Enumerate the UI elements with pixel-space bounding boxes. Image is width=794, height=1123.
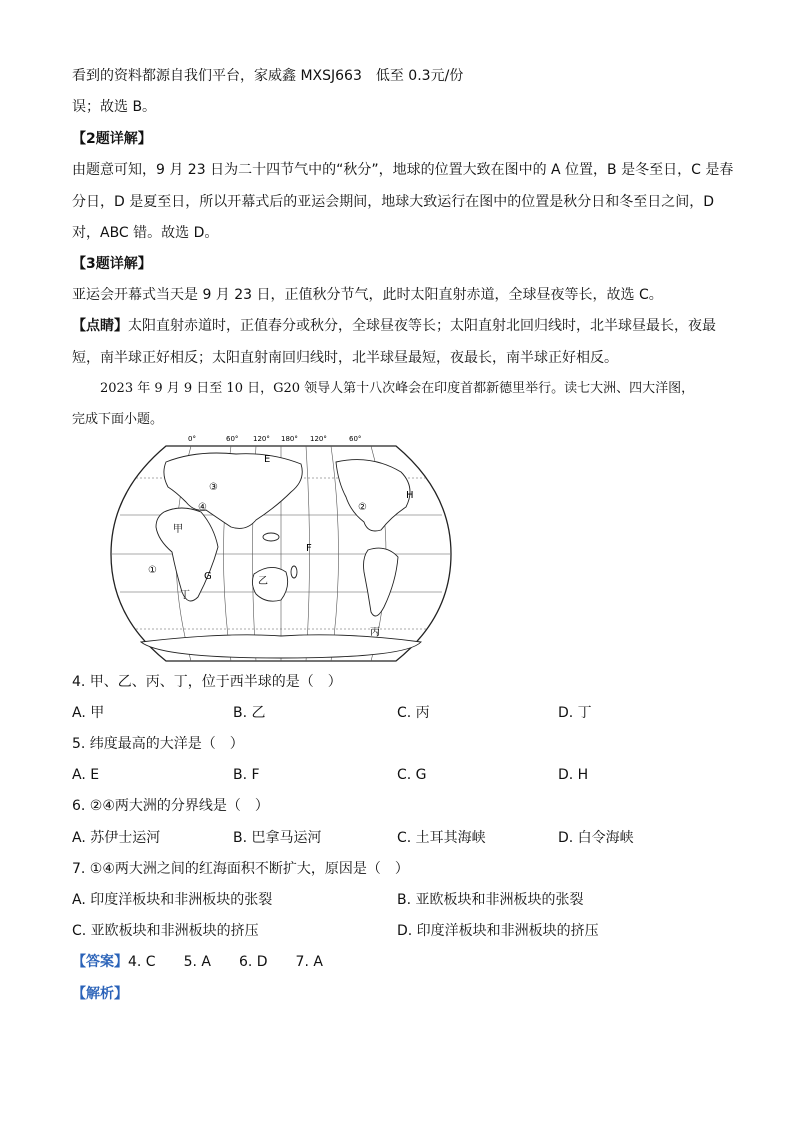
q6-stem: 6. ②④两大洲的分界线是（ ） — [72, 798, 269, 814]
q5-option-d: D. H — [558, 767, 589, 783]
continent-label-4: ④ — [198, 502, 207, 513]
q7-option-c: C. 亚欧板块和非洲板块的挤压 — [72, 923, 259, 939]
prev-answer-line: 误；故选 B。 — [72, 99, 157, 115]
place-label-jia: 甲 — [173, 524, 183, 535]
q5-option-b: B. F — [233, 767, 260, 783]
q5-stem: 5. 纬度最高的大洋是（ ） — [72, 736, 244, 752]
q3-heading: 【3题详解】 — [72, 256, 152, 272]
longitude-label: 60° — [349, 435, 362, 443]
q6-option-b: B. 巴拿马运河 — [233, 830, 322, 846]
longitude-label: 120° — [253, 435, 270, 443]
tip-text-1: 太阳直射赤道时，正值春分或秋分，全球昼夜等长；太阳直射北回归线时，北半球昼最长，夜最 — [128, 318, 716, 334]
place-label-yi: 乙 — [258, 576, 268, 587]
q6-option-d: D. 白令海峡 — [558, 830, 634, 846]
world-map — [106, 432, 456, 667]
longitude-label: 0° — [188, 435, 196, 443]
ocean-label-h: H — [406, 490, 414, 501]
q7-stem: 7. ①④两大洲之间的红海面积不断扩大，原因是（ ） — [72, 861, 409, 877]
longitude-label: 180° — [281, 435, 298, 443]
q4-option-b: B. 乙 — [233, 705, 266, 721]
analysis-line — [72, 984, 128, 1004]
longitude-label: 120° — [310, 435, 327, 443]
place-label-bing: 丙 — [370, 627, 380, 638]
ocean-label-e: E — [264, 454, 271, 465]
intro-line2: 完成下面小题。 — [72, 412, 164, 427]
continent-label-2: ② — [358, 502, 367, 513]
q3-tip-line1 — [72, 316, 716, 336]
q7-option-a: A. 印度洋板块和非洲板块的张裂 — [72, 892, 273, 908]
q2-text-line3: 对，ABC 错。故选 D。 — [72, 225, 219, 241]
q4-option-c: C. 丙 — [397, 705, 430, 721]
q3-text-line1: 亚运会开幕式当天是 9 月 23 日，正值秋分节气，此时太阳直射赤道，全球昼夜等长，故选 C。 — [72, 287, 663, 303]
continent-label-3: ③ — [209, 482, 218, 493]
q7-option-d: D. 印度洋板块和非洲板块的挤压 — [397, 923, 599, 939]
longitude-label: 60° — [226, 435, 239, 443]
answer-label: 【答案】 — [72, 954, 128, 970]
q2-text-line1: 由题意可知，9 月 23 日为二十四节气中的“秋分”，地球的位置大致在图中的 A 位置，B 是冬至日，C 是春 — [72, 162, 734, 178]
q4-option-a: A. 甲 — [72, 705, 105, 721]
q2-text-line2: 分日，D 是夏至日，所以开幕式后的亚运会期间，地球大致运行在图中的位置是秋分日和冬至日之间，D — [72, 194, 715, 210]
q5-option-a: A. E — [72, 767, 100, 783]
q6-option-c: C. 土耳其海峡 — [397, 830, 486, 846]
ocean-label-f: F — [306, 543, 312, 554]
ocean-label-g: G — [204, 571, 212, 582]
q4-option-d: D. 丁 — [558, 705, 592, 721]
analysis-label: 【解析】 — [72, 986, 128, 1002]
answer-line — [72, 952, 323, 972]
q2-heading: 【2题详解】 — [72, 131, 152, 147]
q3-tip-line2: 短，南半球正好相反；太阳直射南回归线时，北半球昼最短，夜最长，南半球正好相反。 — [72, 350, 618, 366]
continent-label-1: ① — [148, 565, 157, 576]
q6-option-a: A. 苏伊士运河 — [72, 830, 161, 846]
tip-label: 【点睛】 — [72, 318, 128, 334]
intro-line1: 2023 年 9 月 9 日至 10 日，G20 领导人第十八次峰会在印度首都新德里举行。读七大洲、四大洋图， — [100, 381, 695, 396]
place-label-ding: 丁 — [180, 590, 190, 601]
answer-text: 4. C 5. A 6. D 7. A — [128, 954, 323, 970]
q4-stem: 4. 甲、乙、丙、丁，位于西半球的是（ ） — [72, 674, 342, 690]
header-note: 看到的资料都源自我们平台，家威鑫 MXSJ663 低至 0.3元/份 — [72, 68, 464, 84]
q5-option-c: C. G — [397, 767, 427, 783]
world-map-figure — [106, 432, 456, 667]
q7-option-b: B. 亚欧板块和非洲板块的张裂 — [397, 892, 584, 908]
